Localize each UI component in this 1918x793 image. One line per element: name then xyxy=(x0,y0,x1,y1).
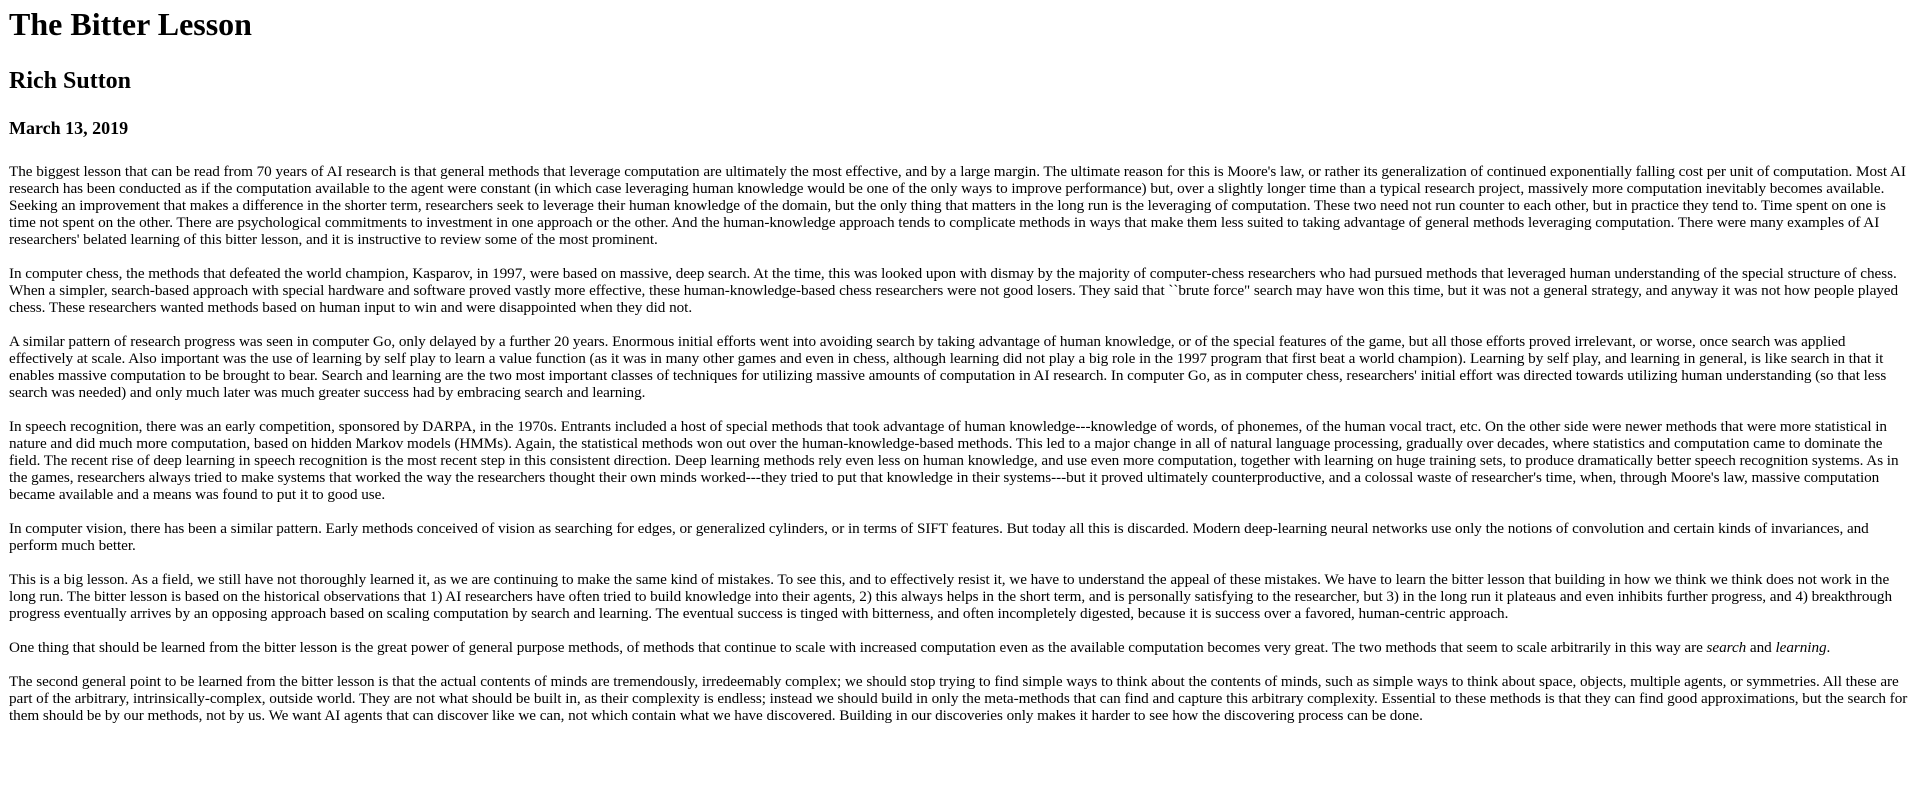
general-methods-text: One thing that should be learned from the bitter lesson is the great power of general purpose methods, of methods that continue to scale with increased computation even as the available computation becomes very great. The two methods that seem to scale arbitrarily in this way are xyxy=(9,639,1707,656)
paragraph-speech: In speech recognition, there was an early competition, sponsored by DARPA, in the 1970s. Entrants included a host of special methods that took advantage of human knowledge---knowledge of words, of phonemes, of the human vocal tract, etc. On the other side were newer methods that were more statistical in nature and did much more computation, based on hidden Markov models (HMMs). Again, the statistical methods won out over the human-knowledge-based methods. This led to a major change in all of natural language processing, gradually over decades, where statistics and computation came to dominate the field. The recent rise of deep learning in speech recognition is the most recent step in this consistent direction. Deep learning methods rely even less on human knowledge, and use even more computation, together with learning on huge training sets, to produce dramatically better speech recognition systems. As in the games, researchers always tried to make systems that worked the way the researchers thought their own minds worked---they tried to put that knowledge in their systems---but it proved ultimately counterproductive, and a colossal waste of researcher's time, when, through Moore's law, massive computation became available and a means was found to put it to good use. xyxy=(9,418,1899,503)
publication-date: March 13, 2019 xyxy=(9,118,129,138)
paragraph-big-lesson: This is a big lesson. As a field, we still have not thoroughly learned it, as we are continuing to make the same kind of mistakes. To see this, and to effectively resist it, we have to understand the appeal of these mistakes. We have to learn the bitter lesson that building in how we think we think does not work in the long run. The bitter lesson is based on the historical observations that 1) AI researchers have often tried to build knowledge into their agents, 2) this always helps in the short term, and is personally satisfying to the researcher, but 3) in the long run it plateaus and even inhibits further progress, and 4) breakthrough progress eventually arrives by an opposing approach based on scaling computation by search and learning. The eventual success is tinged with bitterness, and often incompletely digested, because it is success over a favored, human-centric approach. xyxy=(9,571,1892,622)
paragraph-intro: The biggest lesson that can be read from 70 years of AI research is that general methods that leverage computation are ultimately the most effective, and by a large margin. The ultimate reason for this is Moore's law, or rather its generalization of continued exponentially falling cost per unit of computation. Most AI research has been conducted as if the computation available to the agent were constant (in which case leveraging human knowledge would be one of the only ways to improve performance) but, over a slightly longer time than a typical research project, massively more computation inevitably becomes available. Seeking an improvement that makes a difference in the shorter term, researchers seek to leverage their human knowledge of the domain, but the only thing that matters in the long run is the leveraging of computation. These two need not run counter to each other, but in practice they tend to. Time spent on one is time not spent on the other. There are psychological commitments to investment in one approach or the other. And the human-knowledge approach tends to complicate methods in ways that make them less suited to taking advantage of general methods leveraging computation. There were many examples of AI researchers' belated learning of this bitter lesson, and it is instructive to review some of the most prominent. xyxy=(9,163,1906,248)
author-name: Rich Sutton xyxy=(9,68,132,94)
paragraph-chess: In computer chess, the methods that defeated the world champion, Kasparov, in 1997, were based on massive, deep search. At the time, this was looked upon with dismay by the majority of computer-chess researchers who had pursued methods that leveraged human understanding of the special structure of chess. When a simpler, search-based approach with special hardware and software proved vastly more effective, these human-knowledge-based chess researchers were not good losers. They said that ``brute force" search may have won this time, but it was not a general strategy, and anyway it was not how people played chess. These researchers wanted methods based on human input to win and were disappointed when they did not. xyxy=(9,265,1899,316)
term-learning: learning xyxy=(1775,639,1827,656)
general-methods-joiner: and xyxy=(1746,639,1776,656)
paragraph-minds-complexity: The second general point to be learned from the bitter lesson is that the actual contents of minds are tremendously, irredeemably complex; we should stop trying to find simple ways to think about the contents of minds, such as simple ways to think about space, objects, multiple agents, or symmetries. All these are part of the arbitrary, intrinsically-complex, outside world. They are not what should be built in, as their complexity is endless; instead we should build in only the meta-methods that can find and capture this arbitrary complexity. Essential to these methods is that they can find good approximations, but the search for them should be by our methods, not by us. We want AI agents that can discover like we can, not which contain what we have discovered. Building in our discoveries only makes it harder to see how the discovering process can be done. xyxy=(9,673,1908,724)
paragraph-general-methods xyxy=(9,639,1909,656)
page-title: The Bitter Lesson xyxy=(9,6,252,42)
paragraph-vision: In computer vision, there has been a similar pattern. Early methods conceived of vision as searching for edges, or generalized cylinders, or in terms of SIFT features. But today all this is discarded. Modern deep-learning neural networks use only the notions of convolution and certain kinds of invariances, and perform much better. xyxy=(9,520,1869,554)
paragraph-go: A similar pattern of research progress was seen in computer Go, only delayed by a further 20 years. Enormous initial efforts went into avoiding search by taking advantage of human knowledge, or of the special features of the game, but all those efforts proved irrelevant, or worse, once search was applied effectively at scale. Also important was the use of learning by self play to learn a value function (as it was in many other games and even in chess, although learning did not play a big role in the 1997 program that first beat a world champion). Learning by self play, and learning in general, is like search in that it enables massive computation to be brought to bear. Search and learning are the two most important classes of techniques for utilizing massive amounts of computation in AI research. In computer Go, as in computer chess, researchers' initial effort was directed towards utilizing human understanding (so that less search was needed) and only much later was much greater success had by embracing search and learning. xyxy=(9,333,1887,401)
general-methods-end: . xyxy=(1826,639,1831,656)
term-search: search xyxy=(1706,639,1747,656)
